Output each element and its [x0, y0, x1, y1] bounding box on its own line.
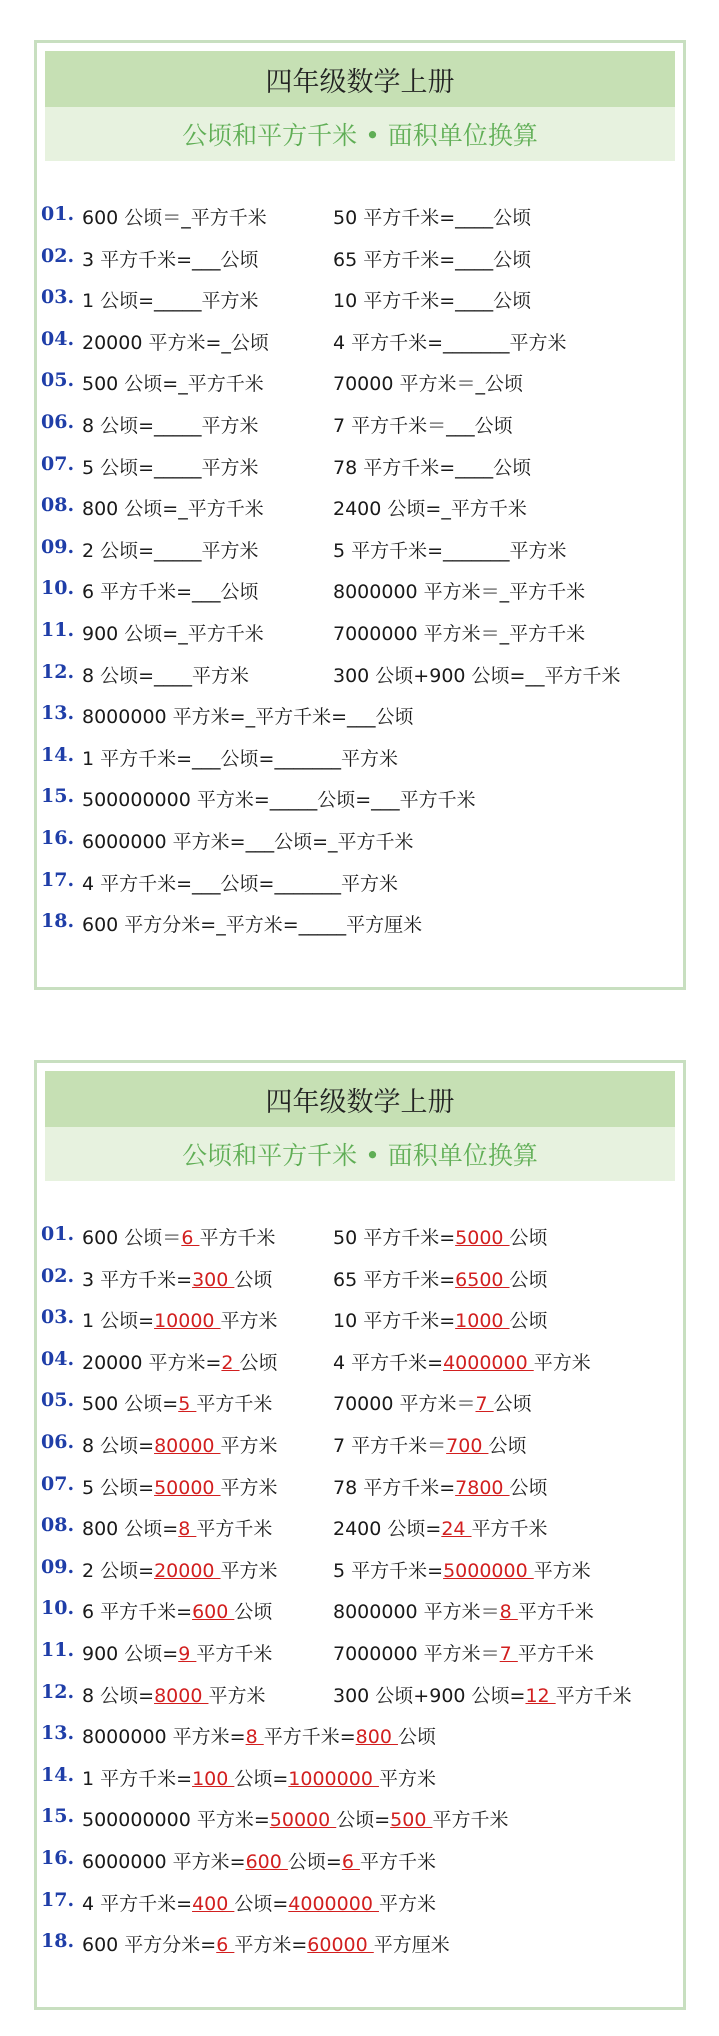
- question-left: [82, 1223, 275, 1250]
- text-segment: 公顷: [234, 1601, 273, 1624]
- answer-value: 24: [441, 1518, 472, 1541]
- question-right: 65 平方千米=____公顷: [333, 248, 532, 271]
- question-number: 01.: [41, 203, 75, 225]
- question-number: 03.: [41, 1306, 75, 1329]
- question-right: [333, 1556, 591, 1583]
- text-segment: 600 公顷＝: [82, 1227, 182, 1249]
- question-row: [37, 1302, 683, 1344]
- question-row: [37, 1926, 683, 1968]
- text-segment: 平方米=: [234, 1934, 308, 1957]
- answer-value: 100: [192, 1767, 235, 1790]
- text-segment: 公顷: [509, 1310, 548, 1333]
- question-row: [37, 1760, 683, 1802]
- answer-value: 20000: [154, 1559, 221, 1582]
- question-right: [333, 1431, 526, 1458]
- text-segment: 8000000 平方米＝: [333, 1601, 500, 1624]
- question-right: [333, 1223, 548, 1250]
- text-segment: 8 公顷=: [82, 1434, 155, 1457]
- sheet-subtitle: 公顷和平方千米 • 面积单位换算: [45, 107, 675, 161]
- text-segment: 50 平方千米=: [333, 1227, 456, 1249]
- question-right: [333, 1597, 594, 1624]
- text-segment: 2400 公顷=: [333, 1518, 442, 1541]
- text-segment: 公顷: [239, 1351, 278, 1374]
- answer-value: 12: [525, 1684, 556, 1707]
- question-full: 600 平方分米=_平方米=_____平方厘米: [82, 914, 423, 937]
- question-row: [37, 1718, 683, 1760]
- text-segment: 500 公顷=: [82, 1393, 179, 1416]
- question-row: [37, 199, 683, 241]
- text-segment: 平方米: [378, 1767, 436, 1790]
- question-full: [82, 1764, 436, 1791]
- text-segment: 公顷: [397, 1726, 436, 1749]
- answer-value: 8: [499, 1601, 518, 1624]
- text-segment: 500000000 平方米=: [82, 1809, 270, 1832]
- question-right: [333, 1389, 532, 1416]
- question-full: 6000000 平方米=___公顷=_平方千米: [82, 830, 414, 853]
- text-segment: 公顷=: [234, 1892, 289, 1915]
- question-row: [37, 1510, 683, 1552]
- answer-value: 1000: [455, 1310, 510, 1333]
- text-segment: 公顷: [509, 1268, 548, 1291]
- question-row: [37, 1635, 683, 1677]
- question-number: 02.: [41, 1264, 75, 1287]
- text-segment: 70000 平方米＝: [333, 1393, 476, 1416]
- text-segment: 平方千米: [471, 1518, 548, 1541]
- question-row: [37, 1593, 683, 1635]
- question-row: [37, 1552, 683, 1594]
- question-row: [37, 241, 683, 283]
- answer-value: 700: [446, 1434, 489, 1457]
- answer-value: 6: [181, 1227, 200, 1249]
- question-number: 15.: [41, 785, 75, 808]
- text-segment: 8000000 平方米=: [82, 1726, 246, 1749]
- text-segment: 7 平方千米＝: [333, 1434, 447, 1457]
- worksheet-questions: [34, 40, 686, 990]
- text-segment: 平方厘米: [373, 1934, 450, 1957]
- question-full: [82, 1889, 436, 1916]
- question-left: 500 公顷=_平方千米: [82, 373, 264, 396]
- text-segment: 65 平方千米=: [333, 1268, 456, 1291]
- question-left: 600 公顷＝_平方千米: [82, 207, 267, 229]
- text-segment: 公顷: [493, 1393, 532, 1416]
- text-segment: 900 公顷=: [82, 1642, 179, 1665]
- text-segment: 平方千米: [517, 1601, 594, 1624]
- sheet-title: 四年级数学上册: [45, 51, 675, 107]
- question-row: [37, 1801, 683, 1843]
- question-right: 5 平方千米=_______平方米: [333, 539, 567, 562]
- text-segment: 平方千米: [196, 1642, 273, 1665]
- question-row: [37, 1885, 683, 1927]
- text-segment: 600 平方分米=: [82, 1934, 217, 1957]
- question-row: [37, 1469, 683, 1511]
- question-left: 20000 平方米=_公顷: [82, 331, 269, 354]
- answer-value: 8: [178, 1518, 197, 1541]
- text-segment: 公顷=: [336, 1809, 391, 1832]
- question-number: 17.: [41, 1888, 75, 1911]
- question-right: 7 平方千米＝___公顷: [333, 414, 513, 437]
- question-left: [82, 1473, 278, 1500]
- question-number: 09.: [41, 1555, 75, 1578]
- question-row: [37, 781, 683, 823]
- answer-value: 6: [216, 1934, 235, 1957]
- question-list: [37, 199, 683, 948]
- question-right: [333, 1639, 594, 1666]
- text-segment: 平方千米: [196, 1393, 273, 1416]
- question-number: 02.: [41, 244, 75, 267]
- answer-value: 600: [245, 1850, 288, 1873]
- question-left: [82, 1514, 272, 1541]
- question-right: 8000000 平方米＝_平方千米: [333, 581, 586, 604]
- question-left: [82, 1556, 278, 1583]
- question-row: [37, 573, 683, 615]
- answer-value: 500: [390, 1809, 433, 1832]
- question-full: [82, 1847, 436, 1874]
- question-number: 14.: [41, 743, 75, 766]
- answer-value: 2: [221, 1351, 240, 1374]
- answer-value: 6500: [455, 1268, 510, 1291]
- text-segment: 平方千米: [517, 1642, 594, 1665]
- text-segment: 平方千米: [199, 1227, 276, 1249]
- question-number: 09.: [41, 535, 75, 558]
- question-row: [37, 1677, 683, 1719]
- answer-value: 6: [341, 1850, 360, 1873]
- question-number: 10.: [41, 577, 75, 600]
- question-row: [37, 698, 683, 740]
- question-left: 2 公顷=_____平方米: [82, 539, 259, 562]
- question-full: [82, 1722, 436, 1749]
- question-right: 70000 平方米＝_公顷: [333, 373, 523, 396]
- question-number: 11.: [41, 1638, 75, 1661]
- question-right: [333, 1265, 548, 1292]
- question-row: [37, 324, 683, 366]
- question-left: 6 平方千米=___公顷: [82, 581, 259, 604]
- worksheet-answers: [34, 1060, 686, 2010]
- text-segment: 5 公顷=: [82, 1476, 155, 1499]
- question-right: [333, 1681, 632, 1708]
- question-left: 3 平方千米=___公顷: [82, 248, 259, 271]
- sheet-subtitle: 公顷和平方千米 • 面积单位换算: [45, 1127, 675, 1181]
- question-row: [37, 615, 683, 657]
- text-segment: 4 平方千米=: [333, 1351, 444, 1374]
- question-right: 78 平方千米=____公顷: [333, 456, 532, 479]
- question-row: [37, 1385, 683, 1427]
- question-row: [37, 823, 683, 865]
- question-number: 12.: [41, 660, 75, 683]
- question-row: [37, 1344, 683, 1386]
- answer-value: 50000: [269, 1809, 337, 1832]
- question-number: 04.: [41, 1347, 75, 1370]
- question-row: [37, 1219, 683, 1261]
- question-number: 14.: [41, 1763, 75, 1786]
- question-number: 18.: [41, 910, 75, 933]
- question-right: 50 平方千米=____公顷: [333, 207, 532, 229]
- question-number: 05.: [41, 369, 75, 392]
- text-segment: 平方米: [220, 1559, 278, 1582]
- answer-value: 7: [499, 1642, 518, 1665]
- text-segment: 4 平方千米=: [82, 1892, 193, 1915]
- text-segment: 5 平方千米=: [333, 1559, 444, 1582]
- question-right: 10 平方千米=____公顷: [333, 290, 532, 313]
- question-row: [37, 449, 683, 491]
- question-right: [333, 1514, 548, 1541]
- text-segment: 平方千米: [196, 1518, 273, 1541]
- question-full: 1 平方千米=___公顷=_______平方米: [82, 747, 398, 770]
- text-segment: 平方米: [220, 1310, 278, 1333]
- question-row: [37, 740, 683, 782]
- text-segment: 公顷=: [234, 1767, 289, 1790]
- text-segment: 7000000 平方米＝: [333, 1642, 500, 1665]
- answer-value: 80000: [154, 1434, 221, 1457]
- question-left: 900 公顷=_平方千米: [82, 622, 264, 645]
- answer-value: 8: [245, 1726, 264, 1749]
- question-full: 4 平方千米=___公顷=_______平方米: [82, 872, 398, 895]
- answer-value: 4000000: [288, 1892, 379, 1915]
- answer-value: 800: [355, 1726, 398, 1749]
- question-number: 07.: [41, 1472, 75, 1495]
- text-segment: 平方千米: [432, 1809, 509, 1832]
- question-left: [82, 1265, 272, 1292]
- answer-value: 1000000: [288, 1767, 379, 1790]
- question-row: [37, 1843, 683, 1885]
- question-row: [37, 906, 683, 948]
- text-segment: 平方米: [378, 1892, 436, 1915]
- question-number: 16.: [41, 826, 75, 849]
- question-row: [37, 657, 683, 699]
- text-segment: 20000 平方米=: [82, 1351, 222, 1374]
- question-number: 18.: [41, 1930, 75, 1953]
- question-row: [37, 1427, 683, 1469]
- question-left: 8 公顷=____平方米: [82, 664, 250, 687]
- question-number: 17.: [41, 868, 75, 891]
- question-number: 10.: [41, 1597, 75, 1620]
- answer-value: 9: [178, 1642, 197, 1665]
- question-right: [333, 1348, 591, 1375]
- question-number: 08.: [41, 494, 75, 517]
- text-segment: 公顷: [488, 1434, 527, 1457]
- sheet-title: 四年级数学上册: [45, 1071, 675, 1127]
- text-segment: 3 平方千米=: [82, 1268, 193, 1291]
- answer-value: 60000: [307, 1934, 374, 1957]
- text-segment: 平方千米=: [263, 1726, 356, 1749]
- question-left: [82, 1348, 278, 1375]
- question-left: 8 公顷=_____平方米: [82, 414, 259, 437]
- question-number: 13.: [41, 1722, 75, 1745]
- question-number: 03.: [41, 286, 75, 309]
- question-row: [37, 365, 683, 407]
- question-left: 5 公顷=_____平方米: [82, 456, 259, 479]
- text-segment: 6 平方千米=: [82, 1601, 193, 1624]
- question-number: 12.: [41, 1680, 75, 1703]
- question-right: 2400 公顷=_平方千米: [333, 498, 527, 521]
- answer-value: 600: [192, 1601, 235, 1624]
- question-left: [82, 1306, 278, 1333]
- text-segment: 10 平方千米=: [333, 1310, 456, 1333]
- question-full: 8000000 平方米=_平方千米=___公顷: [82, 706, 414, 729]
- question-number: 04.: [41, 327, 75, 350]
- text-segment: 1 平方千米=: [82, 1767, 193, 1790]
- answer-value: 300: [192, 1268, 235, 1291]
- text-segment: 300 公顷+900 公顷=: [333, 1684, 526, 1707]
- text-segment: 平方米: [220, 1476, 278, 1499]
- question-number: 08.: [41, 1514, 75, 1537]
- text-segment: 8 公顷=: [82, 1684, 155, 1707]
- answer-value: 5: [178, 1393, 197, 1416]
- text-segment: 800 公顷=: [82, 1518, 179, 1541]
- question-number: 11.: [41, 618, 75, 641]
- text-segment: 平方米: [208, 1684, 266, 1707]
- question-row: [37, 1261, 683, 1303]
- text-segment: 78 平方千米=: [333, 1476, 456, 1499]
- answer-value: 5000000: [443, 1559, 534, 1582]
- text-segment: 1 公顷=: [82, 1310, 155, 1333]
- question-number: 16.: [41, 1846, 75, 1869]
- question-right: 7000000 平方米＝_平方千米: [333, 622, 586, 645]
- answer-value: 7800: [455, 1476, 510, 1499]
- text-segment: 平方米: [533, 1351, 591, 1374]
- question-left: [82, 1597, 272, 1624]
- question-left: [82, 1639, 272, 1666]
- answer-value: 5000: [455, 1227, 510, 1249]
- question-number: 15.: [41, 1805, 75, 1828]
- text-segment: 平方米: [533, 1559, 591, 1582]
- question-row: [37, 407, 683, 449]
- question-number: 06.: [41, 410, 75, 433]
- text-segment: 平方千米: [555, 1684, 632, 1707]
- question-number: 05.: [41, 1389, 75, 1412]
- answer-value: 50000: [154, 1476, 221, 1499]
- question-left: 800 公顷=_平方千米: [82, 498, 264, 521]
- answer-value: 7: [475, 1393, 494, 1416]
- answer-value: 10000: [154, 1310, 221, 1333]
- question-right: 300 公顷+900 公顷=__平方千米: [333, 664, 621, 687]
- question-left: 1 公顷=_____平方米: [82, 290, 259, 313]
- text-segment: 平方千米: [359, 1850, 436, 1873]
- question-left: [82, 1431, 278, 1458]
- text-segment: 公顷: [234, 1268, 273, 1291]
- question-full: [82, 1805, 509, 1832]
- text-segment: 平方米: [220, 1434, 278, 1457]
- question-full: 500000000 平方米=_____公顷=___平方千米: [82, 789, 476, 812]
- question-row: [37, 282, 683, 324]
- text-segment: 2 公顷=: [82, 1559, 155, 1582]
- question-full: [82, 1930, 450, 1957]
- question-number: 07.: [41, 452, 75, 475]
- question-right: [333, 1473, 548, 1500]
- question-number: 06.: [41, 1430, 75, 1453]
- question-row: [37, 865, 683, 907]
- question-number: 01.: [41, 1223, 75, 1245]
- text-segment: 公顷: [509, 1227, 548, 1249]
- question-left: [82, 1681, 265, 1708]
- answer-value: 400: [192, 1892, 235, 1915]
- question-right: [333, 1306, 548, 1333]
- answer-value: 8000: [154, 1684, 209, 1707]
- question-row: [37, 532, 683, 574]
- answer-list: [37, 1219, 683, 1968]
- text-segment: 公顷=: [287, 1850, 342, 1873]
- answer-value: 4000000: [443, 1351, 534, 1374]
- question-number: 13.: [41, 702, 75, 725]
- text-segment: 6000000 平方米=: [82, 1850, 246, 1873]
- text-segment: 公顷: [509, 1476, 548, 1499]
- question-right: 4 平方千米=_______平方米: [333, 331, 567, 354]
- question-row: [37, 490, 683, 532]
- question-left: [82, 1389, 272, 1416]
